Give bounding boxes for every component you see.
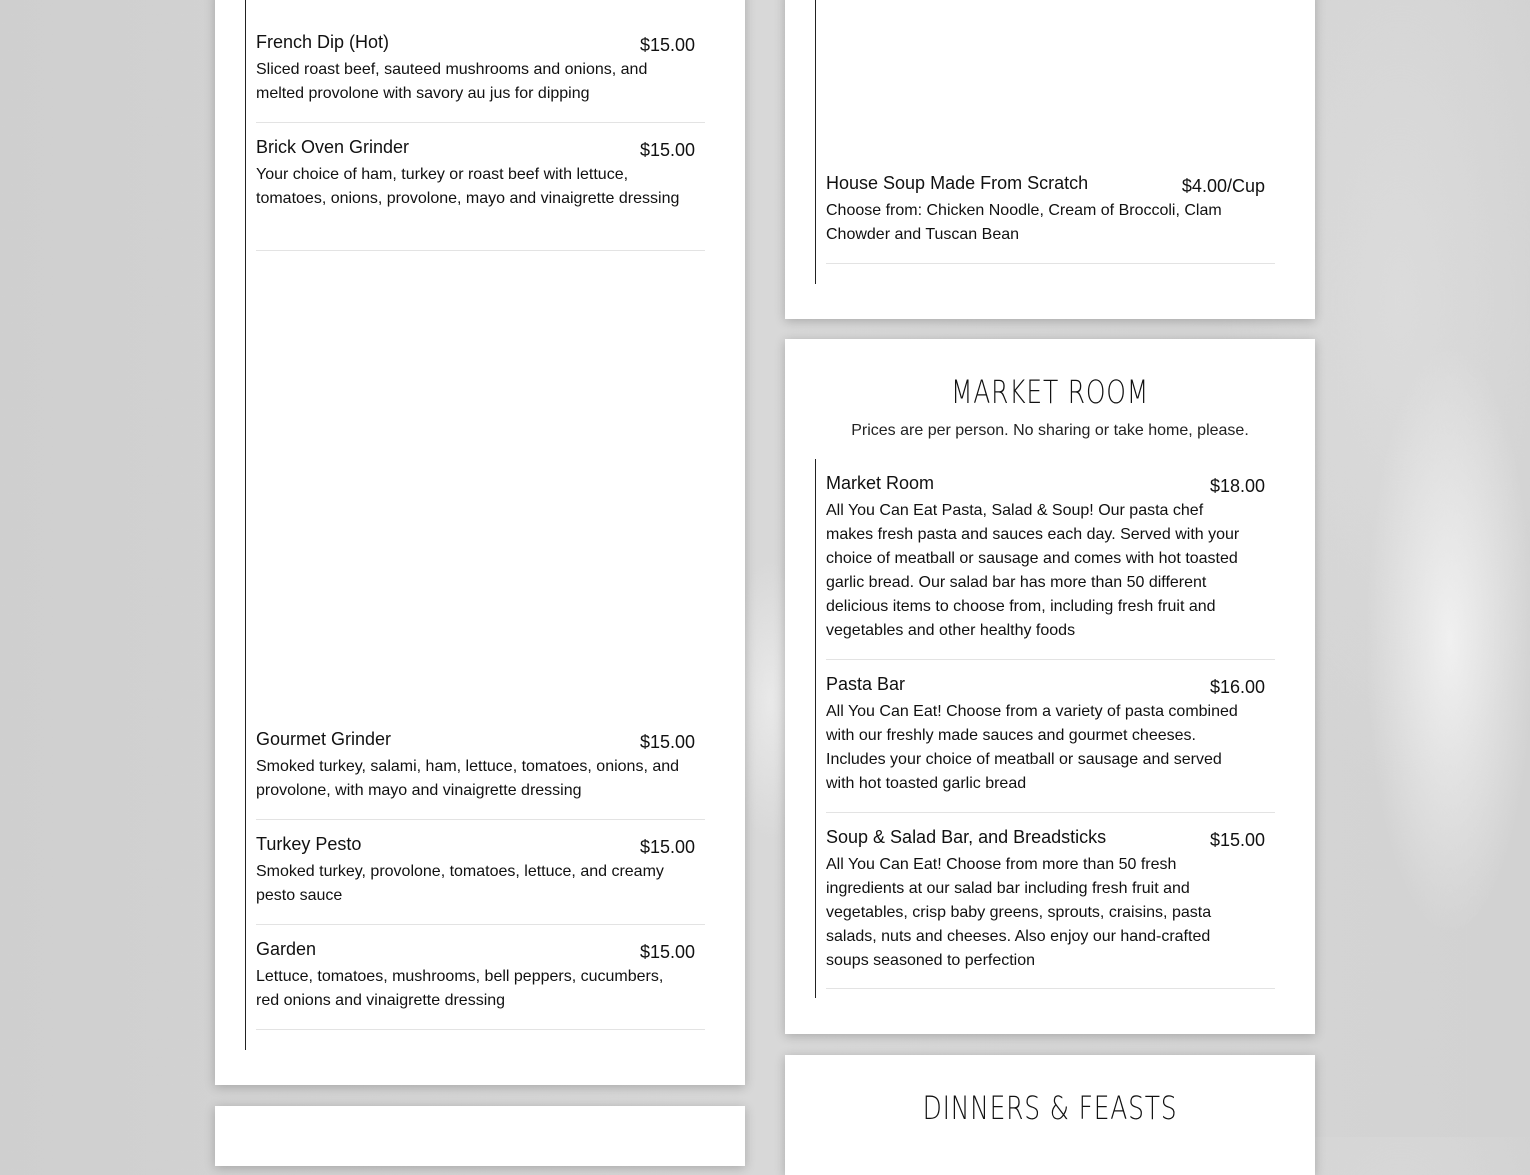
menu-item-description: Lettuce, tomatoes, mushrooms, bell peppers, cucumbers, red onions and vinaigrette dressing <box>256 968 664 1009</box>
menu-item <box>256 832 705 925</box>
menu-item-name: Gourmet Grinder <box>256 729 392 749</box>
menu-item-price: $15.00 <box>639 140 695 160</box>
menu-item-price: $15.00 <box>639 732 695 752</box>
section-note: Prices are per person. No sharing or take home, please. <box>851 422 1249 439</box>
menu-item-name: Market Room <box>826 473 935 493</box>
menu-item-name: Soup & Salad Bar, and Breadsticks <box>826 827 1107 847</box>
menu-item-price: $16.00 <box>1209 677 1265 697</box>
menu-item-description: All You Can Eat Pasta, Salad & Soup! Our pasta chef makes fresh pasta and sauces each day. Served with your choice of meatball or sausage and comes with hot toasted garlic bread. Our salad bar has more than 50 different delicious items to choose from, including fresh fruit and vegetables and other healthy foods <box>826 502 1240 639</box>
menu-item-price: $18.00 <box>1209 476 1265 496</box>
menu-item-name: Brick Oven Grinder <box>256 137 410 157</box>
menu-item <box>256 937 705 1030</box>
menu-item <box>826 171 1275 264</box>
next-menu-card <box>215 1106 745 1166</box>
sandwich-menu-card <box>215 0 745 1085</box>
menu-item-description: All You Can Eat! Choose from more than 50 fresh ingredients at our salad bar including fresh fruit and vegetables, crisp baby greens, sprouts, craisins, pasta salads, nuts and cheeses. Also enjoy our hand-crafted soups seasoned to perfection <box>826 856 1212 969</box>
menu-item-description: Smoked turkey, provolone, tomatoes, lettuce, and creamy pesto sauce <box>256 863 664 904</box>
menu-item <box>256 30 705 123</box>
menu-item-description: Smoked turkey, salami, ham, lettuce, tomatoes, onions, and provolone, with mayo and vinaigrette dressing <box>256 758 680 799</box>
menu-item <box>256 135 705 251</box>
menu-item-name: House Soup Made From Scratch <box>826 173 1089 193</box>
menu-item-description: All You Can Eat! Choose from a variety of pasta combined with our freshly made sauces and gourmet cheeses. Includes your choice of meatball or sausage and served with hot toasted garlic bread <box>826 703 1238 792</box>
menu-item-name: Pasta Bar <box>826 674 906 694</box>
menu-item-price: $15.00 <box>639 942 695 962</box>
menu-item-price: $15.00 <box>639 35 695 55</box>
menu-item-name: Garden <box>256 939 317 959</box>
menu-item-price: $15.00 <box>1209 830 1265 850</box>
soup-menu-card <box>785 0 1315 319</box>
section-title: MARKET ROOM <box>950 373 1150 411</box>
market-room-card <box>785 339 1315 1034</box>
menu-item <box>826 672 1275 813</box>
dinners-feasts-card <box>785 1055 1315 1175</box>
menu-item-name: French Dip (Hot) <box>256 32 390 52</box>
section-title: DINNERS & FEASTS <box>922 1089 1178 1127</box>
menu-item-price: $15.00 <box>639 837 695 857</box>
menu-item-description: Your choice of ham, turkey or roast beef with lettuce, tomatoes, onions, provolone, mayo and vinaigrette dressing <box>256 166 680 207</box>
menu-item-description: Sliced roast beef, sauteed mushrooms and onions, and melted provolone with savory au jus for dipping <box>256 61 648 102</box>
menu-item-name: Turkey Pesto <box>256 834 362 854</box>
menu-item <box>826 471 1275 660</box>
menu-items-list <box>815 459 1286 998</box>
menu-items-list <box>245 0 716 1050</box>
menu-item-description: Choose from: Chicken Noodle, Cream of Broccoli, Clam Chowder and Tuscan Bean <box>826 202 1222 243</box>
menu-item-price: $4.00/Cup <box>1181 176 1265 196</box>
menu-items-list <box>815 0 1286 284</box>
menu-item <box>256 727 705 820</box>
menu-item <box>826 825 1275 989</box>
